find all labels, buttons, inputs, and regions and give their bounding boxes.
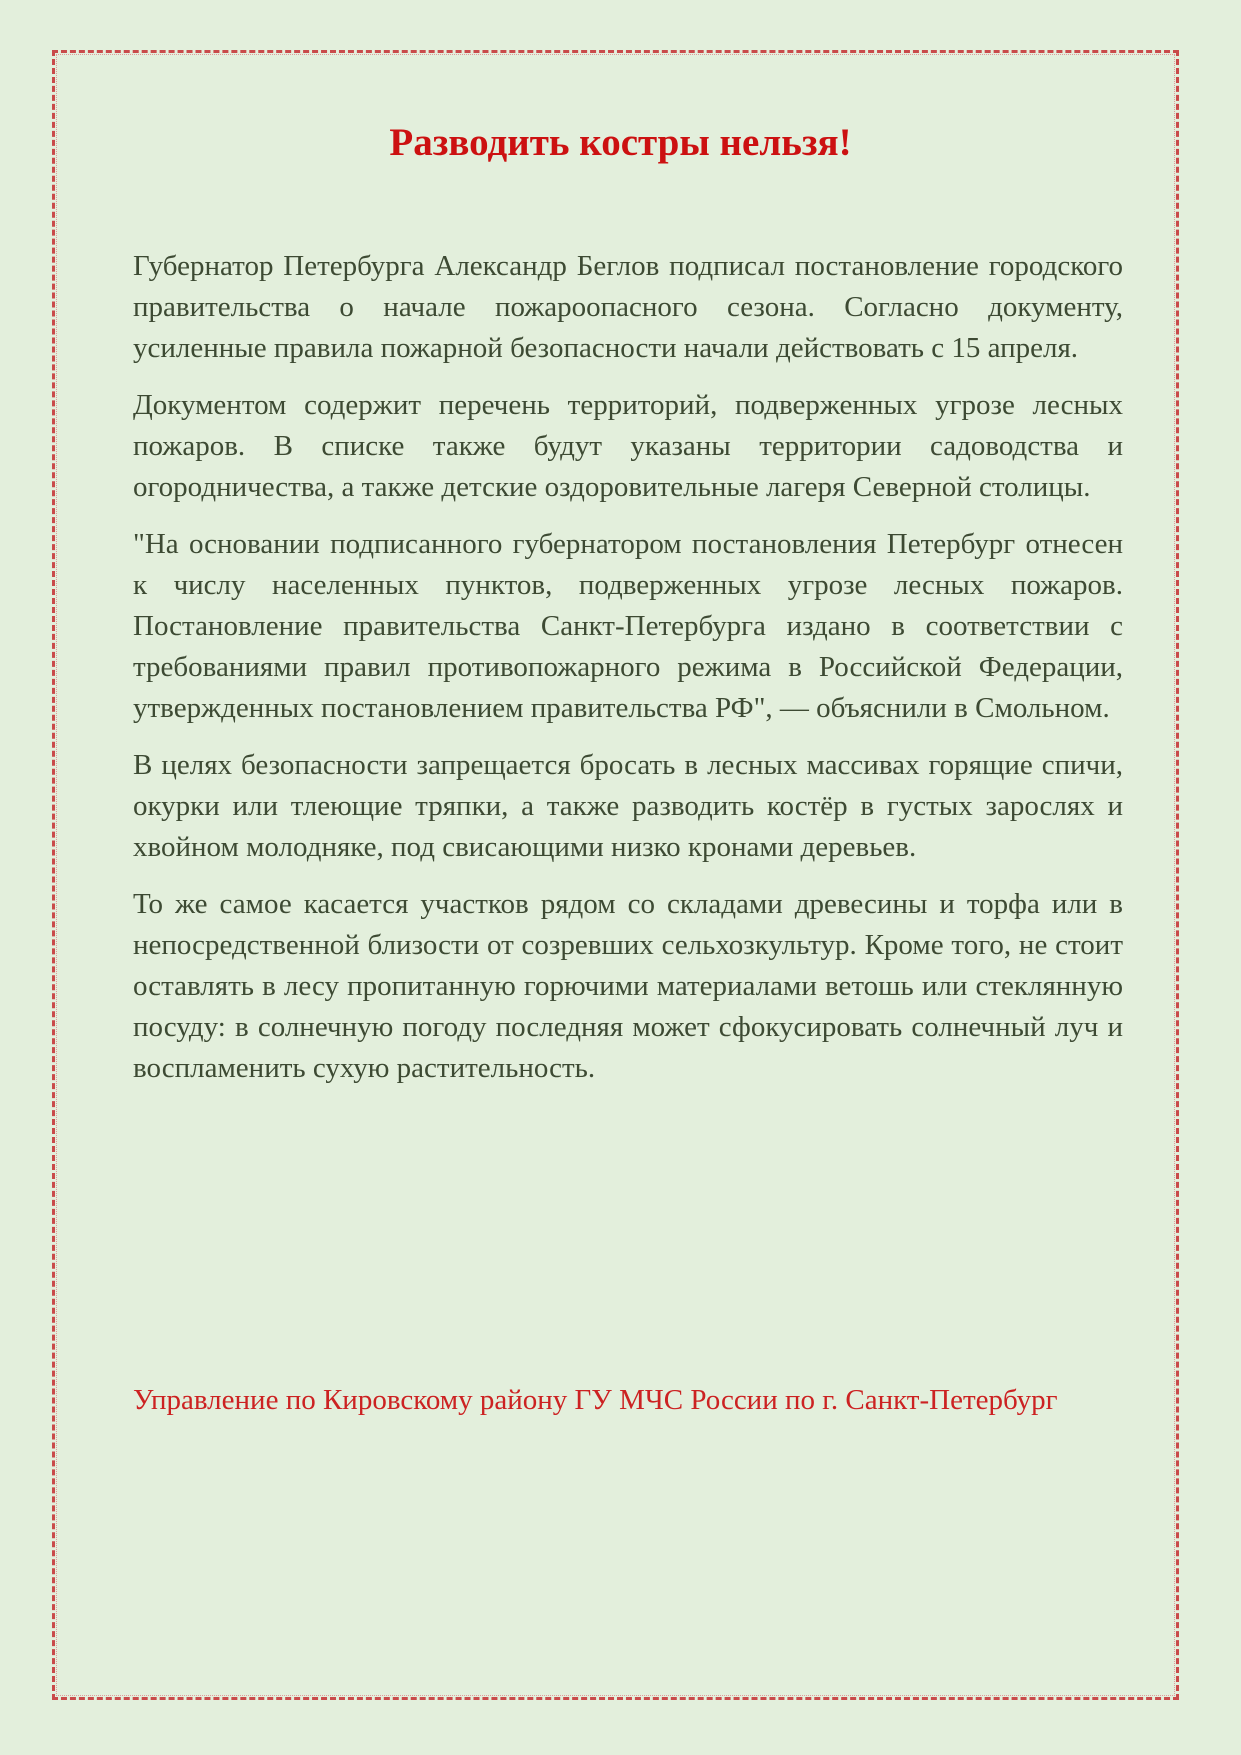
paragraph-5: То же самое касается участков рядом со складами древесины и торфа или в непосредственной близости от созревших сельхозкультур. Кроме того, не стоит оставлять в лесу пропитанную горючими материалами ветошь или стеклянную посуду: в солнечную погоду последняя может сфокусировать солнечный луч и воспламенить сухую растительность.	[133, 888, 1123, 1084]
paragraph-3: "На основании подписанного губернатором постановления Петербург отнесен к числу населенных пунктов, подверженных угрозе лесных пожаров. Постановление правительства Санкт-Петербурга издано в соответствии с требованиями правил противопожарного режима в Российской Федерации, утвержденных постановлением правительства РФ", — объяснили в Смольном.	[133, 528, 1123, 724]
document-body	[133, 246, 1123, 1105]
document-signature: Управление по Кировскому району ГУ МЧС России по г. Санкт-Петербург	[133, 1384, 1058, 1416]
paragraph-4: В целях безопасности запрещается бросать в лесных массивах горящие спичи, окурки или тлеющие тряпки, а также разводить костёр в густых зарослях и хвойном молодняке, под свисающими низко кронами деревьев.	[133, 749, 1123, 863]
paragraph-2: Документом содержит перечень территорий, подверженных угрозе лесных пожаров. В списке также будут указаны территории садоводства и огородничества, а также детские оздоровительные лагеря Северной столицы.	[133, 389, 1123, 503]
paragraph-1: Губернатор Петербурга Александр Беглов подписал постановление городского правительства о начале пожароопасного сезона. Согласно документу, усиленные правила пожарной безопасности начали действовать с 15 апреля.	[133, 250, 1123, 364]
document-title: Разводить костры нельзя!	[389, 121, 852, 164]
